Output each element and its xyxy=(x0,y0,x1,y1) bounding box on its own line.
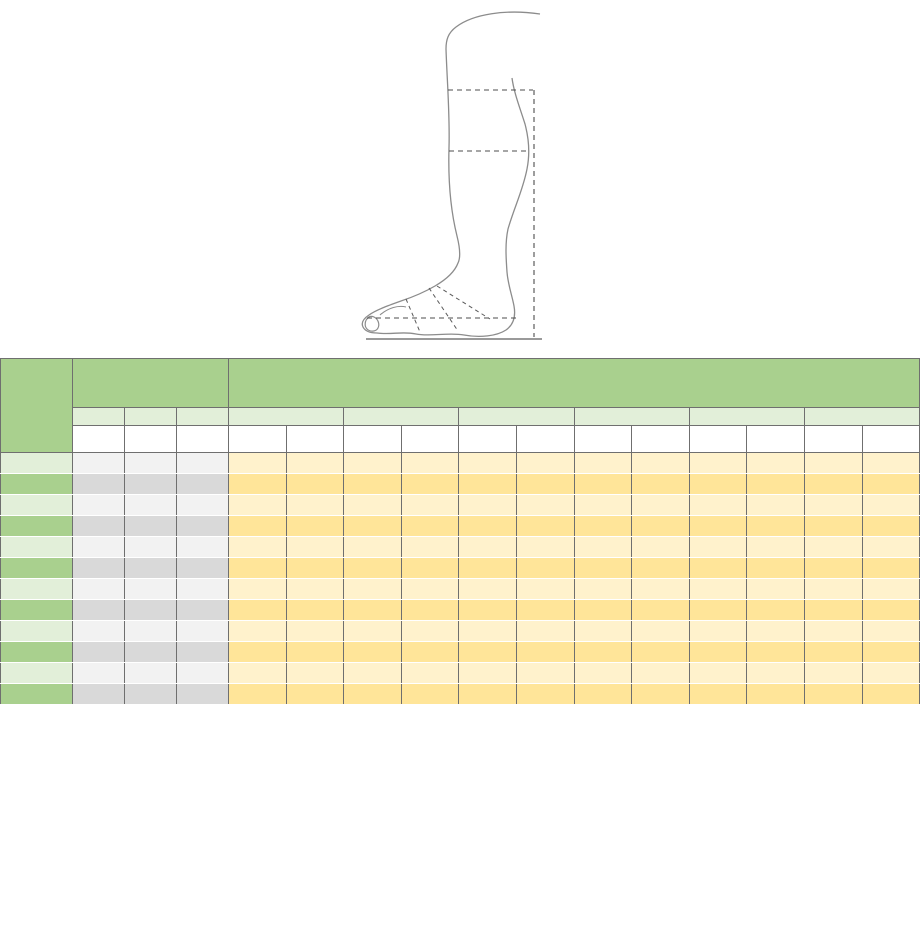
circ-2-i-cell xyxy=(459,516,517,537)
circ-0-po-cell xyxy=(286,621,344,642)
table-body xyxy=(1,453,920,705)
table-header xyxy=(1,359,920,453)
circ-0-po-cell xyxy=(286,684,344,705)
height-a-cell xyxy=(73,558,125,579)
circ-4-i-cell xyxy=(689,684,747,705)
circ-0-i-cell xyxy=(229,453,287,474)
height-b-cell xyxy=(177,453,229,474)
circ-5-po-cell xyxy=(862,453,920,474)
circ-1-po-cell xyxy=(401,495,459,516)
circ-0-po-cell xyxy=(286,663,344,684)
circ-0-po-cell xyxy=(286,495,344,516)
circ-4-po-cell xyxy=(747,453,805,474)
height-m-cell xyxy=(125,579,177,600)
circ-0-po-cell xyxy=(286,537,344,558)
circ-1-po-cell xyxy=(401,516,459,537)
feet-size-cell xyxy=(1,453,73,474)
circ-4-i-cell xyxy=(689,495,747,516)
circ-1-po-cell xyxy=(401,642,459,663)
circ-1-i-cell xyxy=(344,642,402,663)
circ-1-i-cell xyxy=(344,495,402,516)
leg-diagram-svg xyxy=(330,0,630,360)
circ-5-i-cell xyxy=(804,684,862,705)
height-code-a xyxy=(73,408,125,426)
circ-1-i-cell xyxy=(344,621,402,642)
table-row xyxy=(1,621,920,642)
circ-2-po-cell xyxy=(516,579,574,600)
circ-5-po-cell xyxy=(862,621,920,642)
circ-2-po-cell xyxy=(516,642,574,663)
circ-2-po-cell xyxy=(516,663,574,684)
circ-2-i-cell xyxy=(459,558,517,579)
feet-size-cell xyxy=(1,600,73,621)
table-row xyxy=(1,600,920,621)
circ-4-po-cell xyxy=(747,579,805,600)
imboccatura-col-header xyxy=(344,426,402,453)
circ-5-i-cell xyxy=(804,495,862,516)
circ-3-i-cell xyxy=(574,516,632,537)
circumference-fit-number xyxy=(804,408,919,426)
polpaccio-col-header xyxy=(862,426,920,453)
circ-0-i-cell xyxy=(229,663,287,684)
circ-0-i-cell xyxy=(229,579,287,600)
circ-3-i-cell xyxy=(574,579,632,600)
leg-measurement-diagram xyxy=(0,0,920,358)
circ-3-po-cell xyxy=(632,474,690,495)
feet-size-cell xyxy=(1,474,73,495)
circ-0-po-cell xyxy=(286,474,344,495)
circ-2-i-cell xyxy=(459,495,517,516)
calf-height-header xyxy=(73,359,229,408)
circ-2-i-cell xyxy=(459,579,517,600)
circ-5-i-cell xyxy=(804,516,862,537)
height-b-cell xyxy=(177,621,229,642)
circ-3-i-cell xyxy=(574,453,632,474)
instep-dash-2 xyxy=(406,299,420,332)
circ-5-i-cell xyxy=(804,579,862,600)
circ-1-po-cell xyxy=(401,663,459,684)
calf-circumference-header xyxy=(229,359,920,408)
height-m-cell xyxy=(125,684,177,705)
imboccatura-col-header xyxy=(804,426,862,453)
circ-5-i-cell xyxy=(804,663,862,684)
circ-4-i-cell xyxy=(689,621,747,642)
height-m-cell xyxy=(125,495,177,516)
height-a-cell xyxy=(73,642,125,663)
circ-5-po-cell xyxy=(862,600,920,621)
height-b-cell xyxy=(177,663,229,684)
height-a-cell xyxy=(73,600,125,621)
table-row xyxy=(1,495,920,516)
polpaccio-col-header xyxy=(632,426,690,453)
circ-3-i-cell xyxy=(574,684,632,705)
circ-3-i-cell xyxy=(574,621,632,642)
height-a-cell xyxy=(73,579,125,600)
circ-4-i-cell xyxy=(689,453,747,474)
circ-5-po-cell xyxy=(862,579,920,600)
circ-1-po-cell xyxy=(401,579,459,600)
circ-4-i-cell xyxy=(689,663,747,684)
circ-1-po-cell xyxy=(401,684,459,705)
boot-size-table xyxy=(0,358,920,705)
circ-0-i-cell xyxy=(229,495,287,516)
circ-3-po-cell xyxy=(632,579,690,600)
circ-3-i-cell xyxy=(574,600,632,621)
circ-2-po-cell xyxy=(516,495,574,516)
leg-outline xyxy=(362,12,540,336)
height-a-cell xyxy=(73,516,125,537)
circ-1-po-cell xyxy=(401,621,459,642)
circ-5-po-cell xyxy=(862,495,920,516)
feet-size-cell xyxy=(1,516,73,537)
circ-0-i-cell xyxy=(229,600,287,621)
height-b-cell xyxy=(177,579,229,600)
circ-0-i-cell xyxy=(229,642,287,663)
circ-1-po-cell xyxy=(401,537,459,558)
polpaccio-col-header xyxy=(401,426,459,453)
circ-4-po-cell xyxy=(747,663,805,684)
table-row xyxy=(1,663,920,684)
circ-2-po-cell xyxy=(516,684,574,705)
circ-5-i-cell xyxy=(804,600,862,621)
height-b-cell xyxy=(177,474,229,495)
circumference-fit-number xyxy=(574,408,689,426)
circ-4-po-cell xyxy=(747,558,805,579)
feet-size-cell xyxy=(1,684,73,705)
circ-3-po-cell xyxy=(632,537,690,558)
circ-5-i-cell xyxy=(804,642,862,663)
circumference-fit-number xyxy=(459,408,574,426)
circ-3-i-cell xyxy=(574,558,632,579)
circ-3-po-cell xyxy=(632,495,690,516)
feet-size-cell xyxy=(1,495,73,516)
circ-5-po-cell xyxy=(862,684,920,705)
feet-size-cell xyxy=(1,642,73,663)
circ-3-i-cell xyxy=(574,642,632,663)
circ-5-i-cell xyxy=(804,621,862,642)
circ-5-po-cell xyxy=(862,516,920,537)
table-row xyxy=(1,579,920,600)
table-row xyxy=(1,537,920,558)
circ-1-i-cell xyxy=(344,684,402,705)
circ-2-po-cell xyxy=(516,600,574,621)
height-desc-b xyxy=(177,426,229,453)
circ-2-po-cell xyxy=(516,621,574,642)
instep-dash-3 xyxy=(437,286,490,319)
circ-0-po-cell xyxy=(286,516,344,537)
circ-5-po-cell xyxy=(862,537,920,558)
circ-3-i-cell xyxy=(574,474,632,495)
height-b-cell xyxy=(177,600,229,621)
circ-4-po-cell xyxy=(747,684,805,705)
circ-2-i-cell xyxy=(459,684,517,705)
circ-0-po-cell xyxy=(286,453,344,474)
circ-3-po-cell xyxy=(632,621,690,642)
table-row xyxy=(1,474,920,495)
circ-4-po-cell xyxy=(747,621,805,642)
circ-2-i-cell xyxy=(459,621,517,642)
circ-2-i-cell xyxy=(459,537,517,558)
polpaccio-col-header xyxy=(747,426,805,453)
height-b-cell xyxy=(177,642,229,663)
circ-3-po-cell xyxy=(632,684,690,705)
circ-0-i-cell xyxy=(229,516,287,537)
circ-4-po-cell xyxy=(747,600,805,621)
circ-5-i-cell xyxy=(804,453,862,474)
circ-4-i-cell xyxy=(689,558,747,579)
circ-3-po-cell xyxy=(632,642,690,663)
circ-1-i-cell xyxy=(344,558,402,579)
height-desc-m xyxy=(125,426,177,453)
height-b-cell xyxy=(177,558,229,579)
height-m-cell xyxy=(125,516,177,537)
circ-4-i-cell xyxy=(689,642,747,663)
height-m-cell xyxy=(125,558,177,579)
height-a-cell xyxy=(73,453,125,474)
height-b-cell xyxy=(177,684,229,705)
circ-1-i-cell xyxy=(344,474,402,495)
height-a-cell xyxy=(73,495,125,516)
height-m-cell xyxy=(125,453,177,474)
circ-4-po-cell xyxy=(747,516,805,537)
circumference-fit-number xyxy=(229,408,344,426)
circ-2-po-cell xyxy=(516,474,574,495)
feet-size-cell xyxy=(1,537,73,558)
circ-1-i-cell xyxy=(344,579,402,600)
circ-1-po-cell xyxy=(401,600,459,621)
circ-3-i-cell xyxy=(574,537,632,558)
circ-4-i-cell xyxy=(689,516,747,537)
circ-2-po-cell xyxy=(516,516,574,537)
height-a-cell xyxy=(73,474,125,495)
circ-2-i-cell xyxy=(459,663,517,684)
circ-1-po-cell xyxy=(401,474,459,495)
circ-0-i-cell xyxy=(229,621,287,642)
circ-0-po-cell xyxy=(286,558,344,579)
big-toe-outline xyxy=(365,316,379,331)
circ-5-po-cell xyxy=(862,642,920,663)
circ-3-po-cell xyxy=(632,558,690,579)
table-row xyxy=(1,558,920,579)
circ-5-po-cell xyxy=(862,663,920,684)
circ-3-po-cell xyxy=(632,453,690,474)
polpaccio-col-header xyxy=(516,426,574,453)
height-a-cell xyxy=(73,537,125,558)
imboccatura-col-header xyxy=(459,426,517,453)
circ-0-i-cell xyxy=(229,474,287,495)
circ-1-po-cell xyxy=(401,453,459,474)
height-code-m xyxy=(125,408,177,426)
circ-3-po-cell xyxy=(632,516,690,537)
height-m-cell xyxy=(125,663,177,684)
feet-size-cell xyxy=(1,621,73,642)
circ-2-i-cell xyxy=(459,474,517,495)
circ-2-po-cell xyxy=(516,453,574,474)
imboccatura-col-header xyxy=(574,426,632,453)
circ-0-po-cell xyxy=(286,579,344,600)
circ-5-i-cell xyxy=(804,558,862,579)
height-code-b xyxy=(177,408,229,426)
circ-4-i-cell xyxy=(689,600,747,621)
circ-1-i-cell xyxy=(344,453,402,474)
circ-5-po-cell xyxy=(862,474,920,495)
table-row xyxy=(1,516,920,537)
height-b-cell xyxy=(177,495,229,516)
feet-size-cell xyxy=(1,579,73,600)
height-b-cell xyxy=(177,516,229,537)
imboccatura-col-header xyxy=(689,426,747,453)
instep-dash-1 xyxy=(429,288,458,331)
circ-4-po-cell xyxy=(747,495,805,516)
circ-4-i-cell xyxy=(689,474,747,495)
circumference-fit-number xyxy=(344,408,459,426)
height-a-cell xyxy=(73,663,125,684)
height-m-cell xyxy=(125,474,177,495)
table-row xyxy=(1,453,920,474)
feet-size-cell xyxy=(1,663,73,684)
circ-1-i-cell xyxy=(344,516,402,537)
circ-2-po-cell xyxy=(516,537,574,558)
height-a-cell xyxy=(73,684,125,705)
circ-0-i-cell xyxy=(229,684,287,705)
feet-size-cell xyxy=(1,558,73,579)
circ-4-i-cell xyxy=(689,579,747,600)
circ-2-i-cell xyxy=(459,642,517,663)
circ-3-i-cell xyxy=(574,495,632,516)
height-desc-a xyxy=(73,426,125,453)
circ-0-i-cell xyxy=(229,558,287,579)
circ-3-po-cell xyxy=(632,663,690,684)
circumference-fit-number xyxy=(689,408,804,426)
circ-5-i-cell xyxy=(804,537,862,558)
circ-2-i-cell xyxy=(459,600,517,621)
circ-4-i-cell xyxy=(689,537,747,558)
height-m-cell xyxy=(125,642,177,663)
circ-5-i-cell xyxy=(804,474,862,495)
table-row xyxy=(1,642,920,663)
circ-1-po-cell xyxy=(401,558,459,579)
height-b-cell xyxy=(177,537,229,558)
circ-4-po-cell xyxy=(747,537,805,558)
imboccatura-col-header xyxy=(229,426,287,453)
circ-2-po-cell xyxy=(516,558,574,579)
height-a-cell xyxy=(73,621,125,642)
feet-size-header xyxy=(1,359,73,453)
height-m-cell xyxy=(125,537,177,558)
circ-4-po-cell xyxy=(747,642,805,663)
circ-3-i-cell xyxy=(574,663,632,684)
height-m-cell xyxy=(125,621,177,642)
circ-1-i-cell xyxy=(344,600,402,621)
table-row xyxy=(1,684,920,705)
circ-0-po-cell xyxy=(286,642,344,663)
polpaccio-col-header xyxy=(286,426,344,453)
circ-0-i-cell xyxy=(229,537,287,558)
circ-1-i-cell xyxy=(344,537,402,558)
circ-0-po-cell xyxy=(286,600,344,621)
circ-3-po-cell xyxy=(632,600,690,621)
circ-1-i-cell xyxy=(344,663,402,684)
circ-2-i-cell xyxy=(459,453,517,474)
height-m-cell xyxy=(125,600,177,621)
circ-4-po-cell xyxy=(747,474,805,495)
circ-5-po-cell xyxy=(862,558,920,579)
